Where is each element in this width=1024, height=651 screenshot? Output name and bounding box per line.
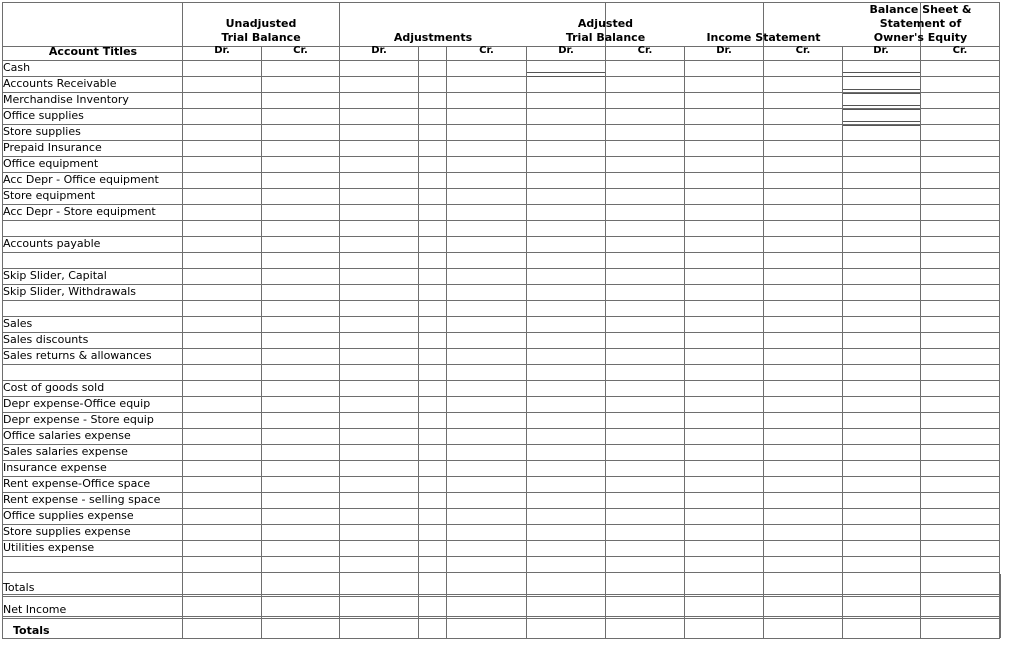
grid-hline: [2, 638, 1000, 639]
account-row-label: Accounts Receivable: [3, 77, 117, 90]
double-rule-mark: [843, 72, 920, 77]
grid-hline: [2, 540, 1000, 541]
dr-label-adjustments: Dr.: [371, 45, 387, 56]
account-row-label: Cost of goods sold: [3, 381, 105, 394]
double-rule-mark: [527, 72, 605, 77]
header-unadjusted: [183, 17, 339, 45]
dr-label-unadjusted: Dr.: [214, 45, 230, 56]
grid-hline: [2, 268, 1000, 269]
header-unadjusted-line1: Unadjusted: [225, 17, 297, 30]
grid-hline: [2, 364, 1000, 365]
header-income-statement: [685, 31, 842, 45]
dr-label-adjusted: Dr.: [558, 45, 574, 56]
grid-vline: [526, 47, 527, 638]
grid-right-edge: [1000, 574, 1001, 638]
account-row-label: Office equipment: [3, 157, 99, 170]
grid-vline: [920, 2, 921, 638]
cr-label-balance: Cr.: [952, 45, 968, 56]
grid-hline: [2, 596, 1000, 597]
grid-vline: [684, 47, 685, 638]
header-unadjusted-line2: Trial Balance: [221, 31, 301, 44]
header-balance-line1: Balance Sheet &: [869, 3, 972, 16]
grid-vline: [446, 47, 447, 638]
header-adjustments: [340, 31, 526, 45]
account-row-label: Office supplies expense: [3, 509, 134, 522]
account-row-label: Skip Slider, Withdrawals: [3, 285, 136, 298]
double-rule-mark: [843, 105, 920, 110]
account-row-label: Store supplies expense: [3, 525, 131, 538]
account-row-label: Office salaries expense: [3, 429, 131, 442]
dr-label-income: Dr.: [716, 45, 732, 56]
header-adjusted: [527, 17, 684, 45]
cr-label-unadjusted: Cr.: [293, 45, 308, 56]
grid-vline: [418, 47, 419, 638]
header-balance-line2: Statement of: [879, 17, 962, 30]
grid-vline: [999, 2, 1000, 638]
account-row-label: Office supplies: [3, 109, 84, 122]
grid-hline: [2, 236, 1000, 237]
grid-hline: [2, 618, 1000, 619]
cr-label-income: Cr.: [795, 45, 811, 56]
grid-hline: [2, 524, 1000, 525]
double-rule-mark: [843, 121, 920, 126]
account-row-label: Prepaid Insurance: [3, 141, 102, 154]
grid-vline: [261, 47, 262, 638]
grid-hline: [2, 396, 1000, 397]
grid-vline: [605, 2, 606, 638]
account-row-label: Utilities expense: [3, 541, 95, 554]
grid-hline: [2, 252, 1000, 253]
header-balance-sheet: [842, 3, 999, 45]
grid-hline: [2, 316, 1000, 317]
grid-hline: [2, 460, 1000, 461]
account-row-label: Merchandise Inventory: [3, 93, 129, 106]
header-adjustments-line2: Adjustments: [393, 31, 473, 44]
cr-label-adjusted: Cr.: [637, 45, 653, 56]
grid-hline: [2, 188, 1000, 189]
grid-hline: [2, 332, 1000, 333]
account-row-label: Store equipment: [3, 189, 96, 202]
dr-label-balance: Dr.: [873, 45, 889, 56]
grid-hline: [2, 428, 1000, 429]
header-balance-line3: Owner's Equity: [873, 31, 968, 44]
account-row-label: Depr expense - Store equip: [3, 413, 154, 426]
account-row-label: Accounts payable: [3, 237, 101, 250]
grid-hline: [2, 380, 1000, 381]
account-row-label: Sales returns & allowances: [3, 349, 152, 362]
grid-vline: [842, 47, 843, 638]
grid-vline: [763, 2, 764, 638]
account-row-label: Acc Depr - Office equipment: [3, 173, 159, 186]
grid-vline: [339, 2, 340, 638]
cr-label-adjustments: Cr.: [479, 45, 494, 56]
totals-label: Totals: [3, 581, 35, 594]
account-row-label: Rent expense-Office space: [3, 477, 151, 490]
net-income-label: Net Income: [3, 603, 67, 616]
grid-hline: [2, 594, 1000, 595]
grid-hline: [2, 476, 1000, 477]
grid-hline: [2, 444, 1000, 445]
header-adjusted-line2: Trial Balance: [565, 31, 646, 44]
grid-hline: [2, 572, 1000, 573]
header-income-line2: Income Statement: [706, 31, 821, 44]
grid-hline: [2, 140, 1000, 141]
final-totals-label: Totals: [13, 624, 50, 637]
account-row-label: Store supplies: [3, 125, 81, 138]
account-row-label: Depr expense-Office equip: [3, 397, 151, 410]
account-row-label: Sales: [3, 317, 33, 330]
account-row-label: Insurance expense: [3, 461, 107, 474]
account-row-label: Cash: [3, 61, 31, 74]
account-row-label: Sales discounts: [3, 333, 89, 346]
account-row-label: Acc Depr - Store equipment: [3, 205, 156, 218]
account-row-label: Sales salaries expense: [3, 445, 128, 458]
grid-hline: [2, 616, 1000, 617]
grid-hline: [2, 156, 1000, 157]
grid-hline: [2, 220, 1000, 221]
double-rule-mark: [843, 89, 920, 94]
grid-hline: [2, 60, 1000, 61]
grid-hline: [2, 556, 1000, 557]
grid-hline: [2, 284, 1000, 285]
grid-hline: [2, 300, 1000, 301]
account-row-label: Rent expense - selling space: [3, 493, 161, 506]
header-adjusted-line1: Adjusted: [577, 17, 634, 30]
grid-hline: [2, 508, 1000, 509]
account-row-label: Skip Slider, Capital: [3, 269, 107, 282]
grid-vline: [182, 2, 183, 638]
account-titles-header: Account Titles: [48, 45, 138, 58]
